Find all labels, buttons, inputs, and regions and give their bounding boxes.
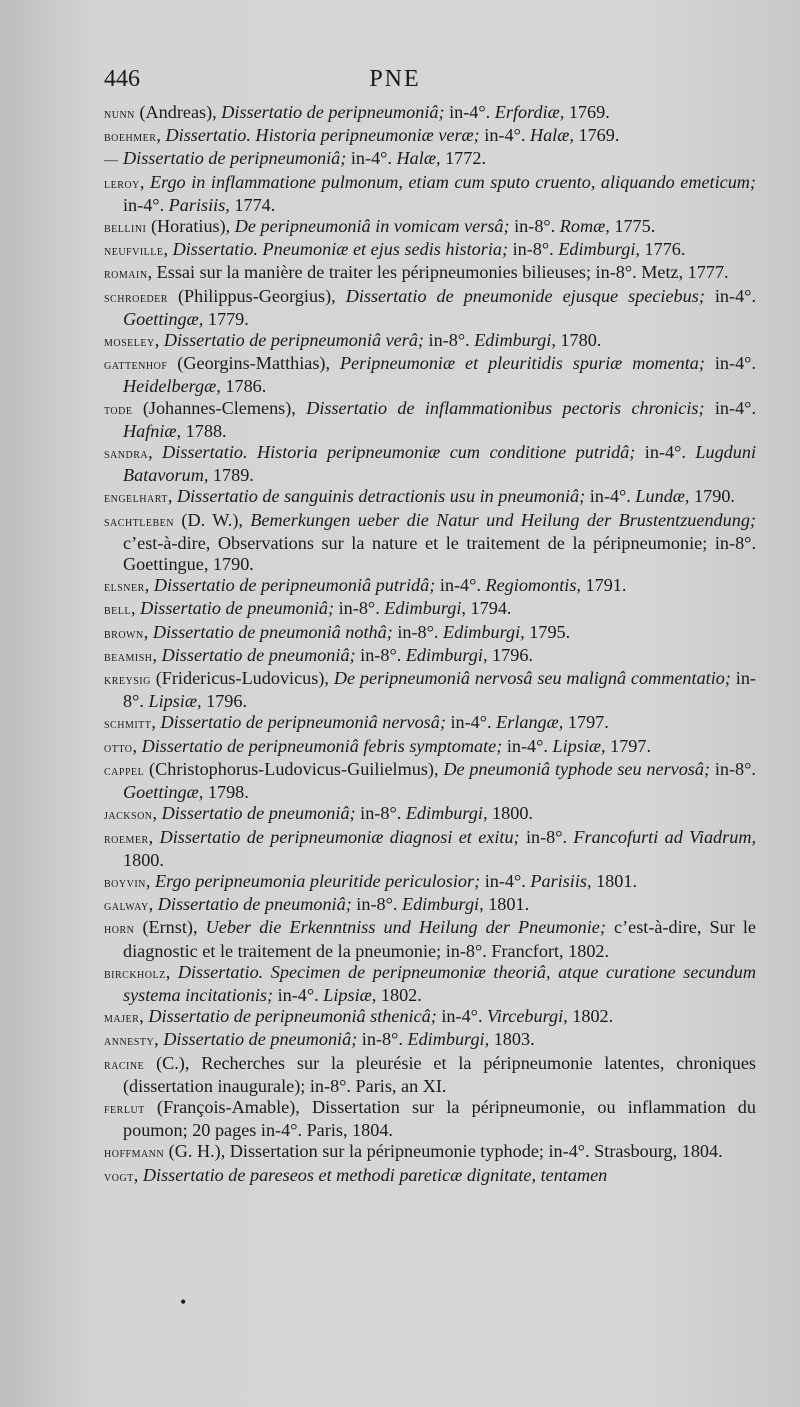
entry-title: Dissertatio de inflammationibus pectoris chronicis; — [306, 397, 705, 418]
entry-text: in-4°. — [704, 285, 756, 306]
bibliography-entry — [104, 871, 756, 894]
entry-title: Dissertatio de peripneumoniâ febris symptomate; — [141, 735, 503, 756]
entry-text: (Georgins-Matthias), — [167, 353, 340, 374]
entry-place: Halæ, — [529, 125, 574, 146]
entry-year: 1801. — [483, 894, 530, 915]
entry-title: Dissertatio de peripneumoniâ; — [221, 102, 445, 122]
entry-year: 1769. — [573, 125, 620, 146]
entry-text: , — [154, 1029, 164, 1050]
ink-mark: • — [180, 1292, 187, 1312]
entry-author: cappel — [104, 763, 145, 779]
entry-author: jackson — [104, 808, 153, 824]
entry-text: in-4°. — [704, 353, 756, 374]
entry-text: in-8°. — [710, 758, 756, 779]
bibliography-entry — [104, 894, 756, 917]
entry-author: neufville — [104, 244, 164, 260]
bibliography-entry — [104, 1165, 756, 1188]
bibliography-entry — [104, 1029, 756, 1052]
entry-title: Dissertatio de sanguinis detractionis usu in pneumoniâ; — [176, 486, 586, 507]
entry-author: horn — [104, 922, 135, 938]
entry-text: , — [133, 1164, 143, 1185]
entry-title: De peripneumoniâ in vomicam versâ; — [234, 216, 510, 237]
entry-place: Lipsiæ, — [552, 735, 606, 756]
entry-author: bell — [104, 603, 131, 619]
entry-place: Regiomontis, — [485, 575, 581, 596]
entry-place: Lipsiæ, — [148, 691, 202, 712]
entry-title: Dissertatio de pneumoniâ; — [161, 644, 356, 665]
entry-place: Edimburgi, — [405, 803, 488, 824]
entry-year: 1786. — [220, 376, 267, 397]
entry-text: in-8°. — [519, 826, 574, 847]
bibliography-entry — [104, 622, 756, 645]
entry-year: 1790. — [689, 486, 735, 507]
entry-year: 1803. — [489, 1029, 535, 1050]
entry-title: Dissertatio de pneumonide ejusque speciebus; — [345, 285, 705, 306]
entry-text: (D. W.), — [174, 509, 251, 530]
bibliography-entry — [104, 1006, 756, 1029]
entry-place: Erlangæ, — [496, 712, 564, 733]
entry-title: Ergo peripneumonia pleuritide periculosior; — [154, 870, 481, 891]
entry-place: Edimburgi, — [407, 1029, 490, 1050]
entry-author: leroy — [104, 176, 140, 192]
entry-title: Dissertatio. Historia peripneumoniæ veræ; — [165, 125, 480, 146]
entry-place: Virceburgi, — [487, 1006, 568, 1027]
entry-text: (Philippus-Georgius), — [167, 285, 346, 306]
entry-place: Francofurti ad Viadrum, — [573, 826, 756, 847]
bibliography-list — [104, 102, 756, 1188]
entry-text: , — [139, 171, 150, 192]
entry-place: Heidelbergæ, — [123, 376, 221, 397]
entry-text: in-4°. — [435, 575, 486, 596]
entry-author: — — [104, 153, 119, 169]
entry-text: in-8°. — [423, 330, 475, 351]
entry-place: Lugduni Batavorum, — [123, 442, 757, 486]
entry-text: c’est-à-dire, Observations sur la nature et le traitement de la péripneumonie; in-8°. Goettingue, 1790. — [123, 532, 756, 575]
bibliography-entry — [104, 148, 756, 171]
entry-author: galway — [104, 899, 149, 915]
entry-text: , — [145, 870, 155, 891]
entry-title: Dissertatio de pneumoniâ nothâ; — [152, 621, 393, 642]
entry-text: in-8°. — [357, 1029, 408, 1050]
entry-title: Peripneumoniæ et pleuritidis spuriæ momenta; — [339, 353, 705, 374]
entry-year: 1774. — [229, 194, 276, 215]
entry-title: Dissertatio. Historia peripneumoniæ cum conditione putridâ; — [162, 442, 636, 463]
entry-author: schroeder — [104, 290, 168, 306]
entry-year: 1796. — [487, 644, 533, 665]
bibliography-entry — [104, 216, 756, 239]
entry-place: Parisiis, — [530, 870, 592, 891]
entry-text: in-4°. — [123, 194, 169, 215]
bibliography-entry — [104, 486, 756, 509]
entry-place: Lipsiæ, — [323, 984, 377, 1005]
entry-text: , — [151, 712, 161, 733]
entry-text: in-4°. — [704, 397, 756, 418]
bibliography-entry — [104, 803, 756, 826]
entry-text: in-8°. — [508, 239, 559, 260]
entry-author: nunn — [104, 107, 135, 122]
entry-year: 1788. — [181, 420, 227, 441]
entry-author: ferlut — [104, 1101, 145, 1117]
bibliography-entry — [104, 172, 756, 216]
entry-author: majer — [104, 1011, 140, 1027]
bibliography-entry — [104, 598, 756, 621]
entry-text: (Johannes-Clemens), — [132, 397, 307, 418]
bibliography-entry — [104, 330, 756, 353]
entry-year: 1797. — [605, 735, 652, 756]
entry-title: Dissertatio de peripneumoniâ verâ; — [163, 330, 424, 351]
entry-text: , — [144, 575, 154, 596]
bibliography-entry — [104, 239, 756, 262]
entry-title: De peripneumoniâ nervosâ seu malignâ commentatio; — [333, 668, 731, 689]
bibliography-entry — [104, 917, 756, 961]
bibliography-entry — [104, 262, 756, 285]
entry-title: Dissertatio. Specimen de peripneumoniæ theoriâ, atque curatione secundum systema incitationis; — [123, 961, 757, 1005]
entry-text: , — [165, 961, 178, 982]
entry-text: in-4°. — [346, 148, 397, 169]
entry-place: Edimburgi, — [558, 239, 640, 260]
entry-text: in-8°. — [509, 216, 560, 237]
entry-year: 1789. — [208, 465, 254, 486]
entry-place: Edimburgi, — [401, 894, 484, 915]
entry-year: 1776. — [639, 239, 686, 260]
bibliography-entry — [104, 102, 756, 125]
entry-title: Ergo in inflammatione pulmonum, etiam cum sputo cruento, aliquando emeticum; — [149, 171, 756, 192]
entry-text: in-8°. — [392, 621, 444, 642]
entry-text: in-4°. — [480, 870, 531, 891]
entry-text: in-8°. — [355, 644, 406, 665]
entry-author: hoffmann — [104, 1146, 165, 1162]
bibliography-entry — [104, 510, 756, 576]
entry-year: 1791. — [580, 575, 627, 596]
entry-place: Halæ, — [396, 148, 441, 169]
entry-year: 1779. — [203, 308, 249, 329]
bibliography-entry — [104, 668, 756, 712]
entry-title: Dissertatio de peripneumoniâ; — [123, 148, 347, 169]
entry-text: (Christophorus-Ludovicus-Guilielmus), — [144, 758, 444, 779]
entry-text: (C.), Recherches sur la pleurésie et la péripneumonie latentes, chroniques (dissertation inaugurale); in-8°. Paris, an XI. — [123, 1052, 756, 1096]
entry-author: boyvin — [104, 875, 146, 891]
entry-place: Romæ, — [559, 216, 610, 237]
entry-year: 1769. — [564, 102, 610, 122]
entry-author: romain — [104, 267, 148, 283]
entry-year: 1802. — [376, 984, 422, 1005]
bibliography-entry — [104, 125, 756, 148]
entry-text: (Andreas), — [134, 102, 222, 122]
bibliography-entry — [104, 1053, 756, 1097]
entry-place: Edimburgi, — [443, 621, 525, 642]
bibliography-entry — [104, 827, 756, 871]
entry-author: birckholz — [104, 966, 166, 982]
entry-year: 1800. — [123, 849, 164, 870]
entry-title: Dissertatio de pareseos et methodi pareticæ dignitate, tentamen — [142, 1164, 608, 1185]
entry-title: Dissertatio de pneumoniâ; — [161, 803, 356, 824]
bibliography-entry — [104, 736, 756, 759]
entry-title: Dissertatio de pneumoniâ; — [157, 894, 352, 915]
bibliography-entry — [104, 398, 756, 442]
entry-text: , — [148, 894, 158, 915]
entry-text: , — [154, 330, 164, 351]
entry-author: brown — [104, 626, 144, 642]
entry-text: , — [152, 644, 162, 665]
entry-text: , — [148, 442, 163, 463]
entry-title: De pneumoniâ typhode seu nervosâ; — [443, 758, 711, 779]
entry-author: sandra — [104, 447, 149, 463]
entry-title: Dissertatio de peripneumoniâ sthenicâ; — [148, 1006, 437, 1027]
entry-author: elsner — [104, 580, 145, 596]
entry-author: roemer — [104, 831, 149, 847]
entry-text: , — [156, 125, 166, 146]
entry-text: c’est-à-dire, Sur le diagnostic et le traitement de la pneumonie; in-8°. Francfort, 1802. — [123, 917, 756, 961]
entry-text: in-4°. — [444, 102, 495, 122]
entry-place: Lundæ, — [635, 486, 690, 507]
page-number: 446 — [104, 66, 140, 92]
entry-author: schmitt — [104, 717, 152, 733]
entry-author: sachtleben — [104, 514, 174, 530]
bibliography-entry — [104, 1141, 756, 1164]
entry-text: in-4°. — [635, 442, 696, 463]
entry-year: 1772. — [440, 148, 486, 169]
entry-place: Goettingæ, — [123, 308, 204, 329]
entry-text: in-8°. — [123, 668, 756, 712]
entry-text: in-8°. — [334, 598, 385, 619]
entry-text: , — [132, 735, 142, 756]
entry-text: in-4°. — [436, 1006, 488, 1027]
bibliography-entry — [104, 1097, 756, 1141]
entry-place: Edimburgi, — [384, 598, 466, 619]
entry-year: 1802. — [567, 1006, 614, 1027]
entry-text: in-4°. — [502, 735, 553, 756]
entry-author: tode — [104, 402, 133, 418]
bibliography-entry — [104, 759, 756, 803]
entry-title: Dissertatio. Pneumoniæ et ejus sedis historia; — [172, 239, 509, 260]
bibliography-entry — [104, 353, 756, 397]
entry-text: (Horatius), — [146, 216, 235, 237]
entry-place: Goettingæ, — [123, 782, 204, 803]
entry-text: in-4°. — [585, 486, 636, 507]
entry-year: 1794. — [465, 598, 512, 619]
bibliography-entry — [104, 575, 756, 598]
bibliography-entry — [104, 962, 756, 1006]
entry-author: engelhart — [104, 491, 168, 507]
entry-text: , — [152, 803, 162, 824]
entry-text: in-4°. — [479, 125, 530, 146]
entry-place: Edimburgi, — [405, 644, 488, 665]
bibliography-entry — [104, 645, 756, 668]
entry-text: in-4°. — [273, 984, 324, 1005]
entry-title: Dissertatio de pneumoniâ; — [163, 1029, 358, 1050]
entry-year: 1780. — [555, 330, 602, 351]
entry-year: 1795. — [524, 621, 571, 642]
entry-year: 1797. — [563, 712, 609, 733]
entry-author: beamish — [104, 649, 153, 665]
entry-title: Ueber die Erkenntniss und Heilung der Pneumonie; — [205, 917, 606, 938]
entry-text: , — [148, 826, 160, 847]
entry-title: Bemerkungen ueber die Natur und Heilung der Brustentzuendung; — [250, 509, 756, 530]
entry-text: , — [131, 598, 141, 619]
entry-place: Erfordiæ, — [494, 102, 565, 122]
bibliography-entry — [104, 286, 756, 330]
entry-text: , — [143, 621, 153, 642]
entry-title: Dissertatio de peripneumoniæ diagnosi et exitu; — [159, 826, 520, 847]
entry-text: , — [139, 1006, 149, 1027]
entry-text: (François-Amable), Dissertation sur la péripneumonie, ou inflammation du poumon; 20 pages in-4°. Paris, 1804. — [123, 1096, 756, 1141]
page-header — [104, 66, 756, 102]
entry-text: (Ernst), — [134, 917, 206, 938]
entry-text: , Essai sur la manière de traiter les péripneumonies bilieuses; in-8°. Metz, 1777. — [147, 262, 729, 283]
entry-text: in-8°. — [351, 894, 402, 915]
entry-author: racine — [104, 1057, 145, 1073]
entry-author: bellini — [104, 221, 147, 237]
bibliography-entry — [104, 442, 756, 486]
entry-author: vogt — [104, 1169, 134, 1185]
entry-author: moseley — [104, 335, 155, 351]
entry-place: Hafniæ, — [123, 420, 182, 441]
entry-author: annesty — [104, 1034, 155, 1050]
bibliography-entry — [104, 712, 756, 735]
entry-place: Parisiis, — [168, 194, 230, 215]
entry-title: Dissertatio de pneumoniâ; — [140, 598, 335, 619]
entry-title: Dissertatio de peripneumoniâ nervosâ; — [160, 712, 446, 733]
entry-author: otto — [104, 740, 133, 756]
entry-author: kreysig — [104, 673, 151, 689]
entry-year: 1800. — [487, 803, 533, 824]
entry-text: in-4°. — [445, 712, 497, 733]
entry-text: , — [167, 486, 177, 507]
entry-year: 1801. — [591, 870, 637, 891]
entry-year: 1775. — [609, 216, 656, 237]
entry-year: 1796. — [201, 691, 248, 712]
running-title: PNE — [369, 66, 421, 92]
entry-text: in-8°. — [355, 803, 406, 824]
entry-text: , — [163, 239, 173, 260]
entry-year: 1798. — [203, 782, 249, 803]
entry-text: (G. H.), Dissertation sur la péripneumonie typhode; in-4°. Strasbourg, 1804. — [164, 1141, 723, 1162]
entry-title: Dissertatio de peripneumoniâ putridâ; — [153, 575, 436, 596]
entry-place: Edimburgi, — [474, 330, 556, 351]
entry-author: boehmer — [104, 130, 157, 146]
entry-text: (Fridericus-Ludovicus), — [150, 668, 334, 689]
entry-author: gattenhof — [104, 358, 168, 374]
